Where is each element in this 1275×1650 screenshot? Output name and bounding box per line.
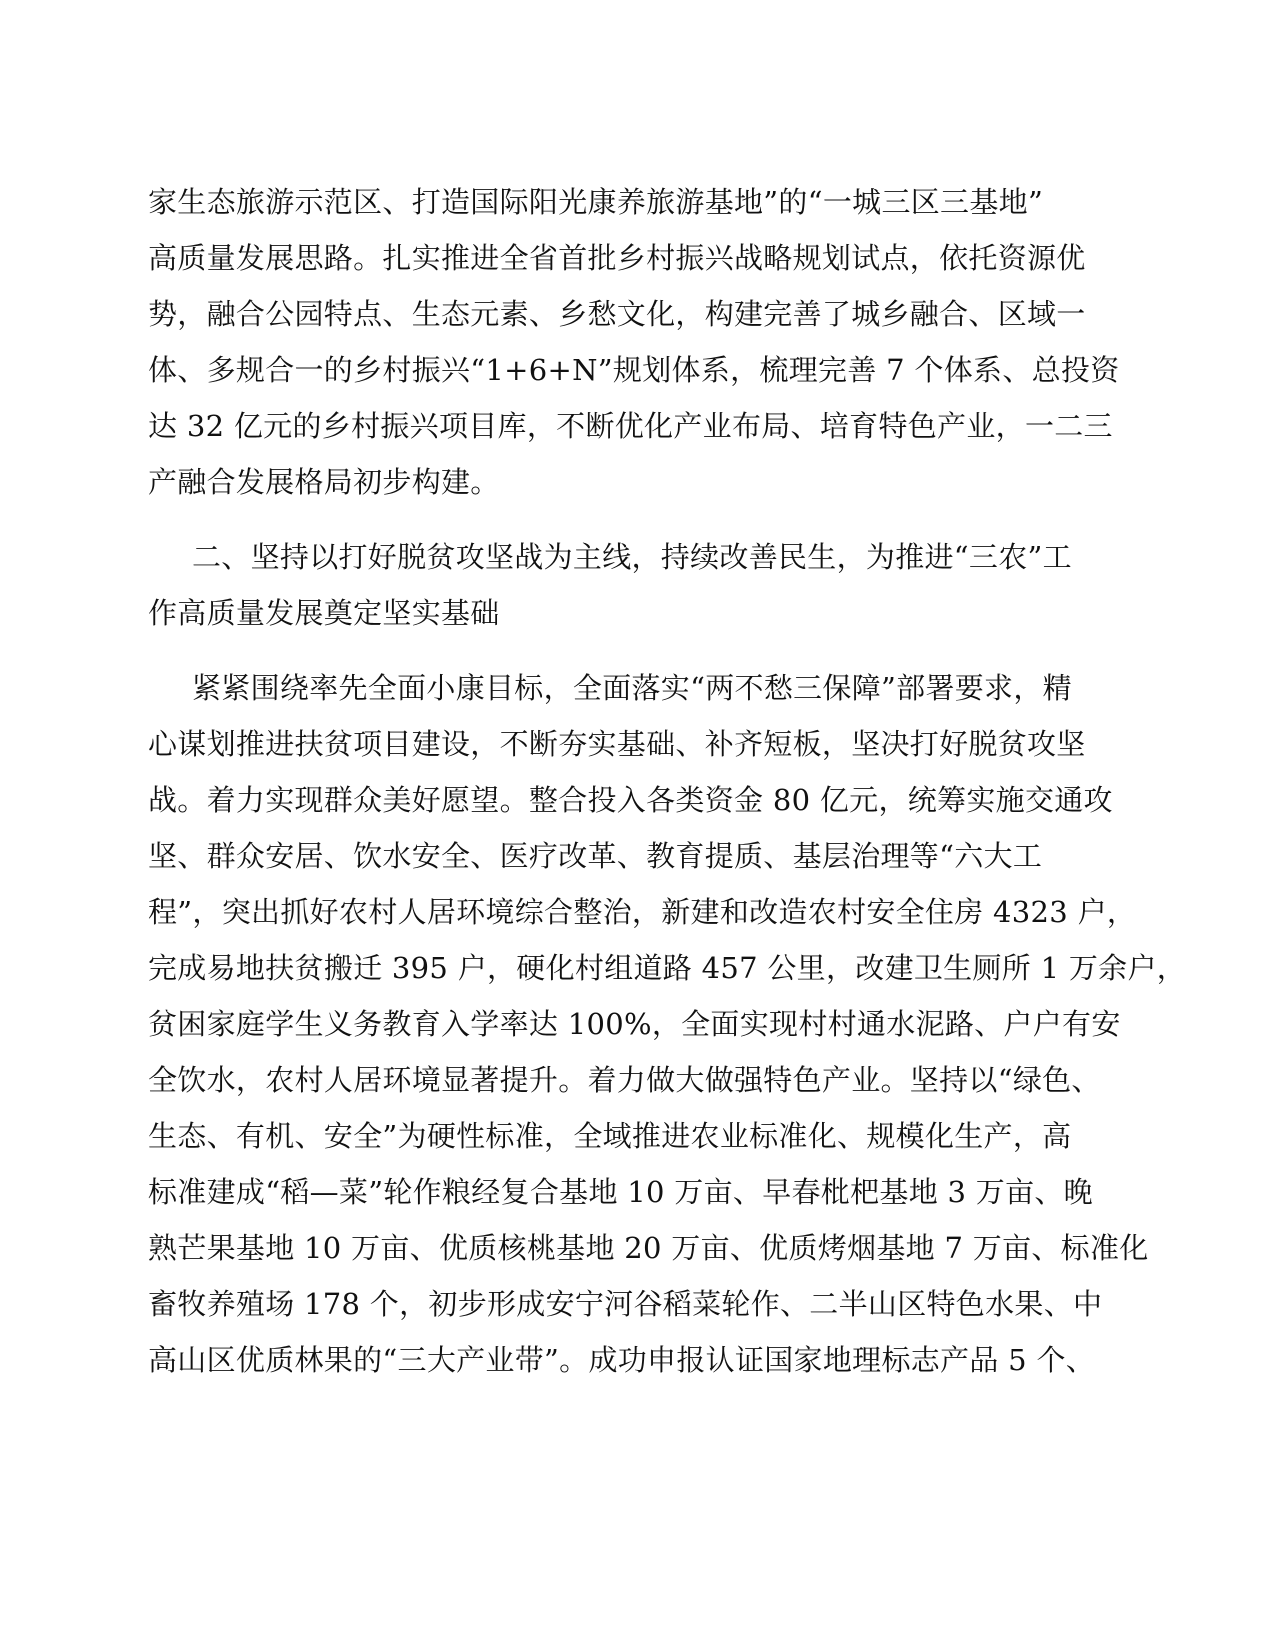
text-line: 全饮水，农村人居环境显著提升。着力做大做强特色产业。坚持以“绿色、 <box>148 1063 1101 1097</box>
text-line: 紧紧围绕率先全面小康目标，全面落实“两不愁三保障”部署要求，精 <box>192 671 1072 705</box>
text-line: 势，融合公园特点、生态元素、乡愁文化，构建完善了城乡融合、区域一 <box>148 297 1086 331</box>
text-line: 产融合发展格局初步构建。 <box>148 465 500 499</box>
text-line: 畜牧养殖场 178 个，初步形成安宁河谷稻菜轮作、二半山区特色水果、中 <box>148 1287 1103 1321</box>
text-line: 标准建成“稻—菜”轮作粮经复合基地 10 万亩、早春枇杷基地 3 万亩、晚 <box>148 1175 1093 1209</box>
text-line: 高山区优质林果的“三大产业带”。成功申报认证国家地理标志产品 5 个、 <box>148 1343 1096 1377</box>
text-line: 战。着力实现群众美好愿望。整合投入各类资金 80 亿元，统筹实施交通攻 <box>148 783 1113 817</box>
section-heading: 二、坚持以打好脱贫攻坚战为主线，持续改善民生，为推进“三农”工 <box>192 540 1072 574</box>
text-line: 贫困家庭学生义务教育入学率达 100%，全面实现村村通水泥路、户户有安 <box>148 1007 1121 1041</box>
text-line: 熟芒果基地 10 万亩、优质核桃基地 20 万亩、优质烤烟基地 7 万亩、标准化 <box>148 1231 1149 1265</box>
text-line: 程”，突出抓好农村人居环境综合整治，新建和改造农村安全住房 4323 户， <box>148 895 1137 929</box>
text-line: 体、多规合一的乡村振兴“1+6+N”规划体系，梳理完善 7 个体系、总投资 <box>148 353 1120 387</box>
text-line: 心谋划推进扶贫项目建设，不断夯实基础、补齐短板，坚决打好脱贫攻坚 <box>148 727 1086 761</box>
text-line: 生态、有机、安全”为硬性标准，全域推进农业标准化、规模化生产，高 <box>148 1119 1072 1153</box>
text-line: 完成易地扶贫搬迁 395 户，硬化村组道路 457 公里，改建卫生厕所 1 万余户， <box>148 951 1187 985</box>
text-line: 达 32 亿元的乡村振兴项目库，不断优化产业布局、培育特色产业，一二三 <box>148 409 1113 443</box>
text-line: 高质量发展思路。扎实推进全省首批乡村振兴战略规划试点，依托资源优 <box>148 241 1086 275</box>
text-line: 坚、群众安居、饮水安全、医疗改革、教育提质、基层治理等“六大工 <box>148 839 1043 873</box>
section-heading-cont: 作高质量发展奠定坚实基础 <box>148 596 500 630</box>
text-line: 家生态旅游示范区、打造国际阳光康养旅游基地”的“一城三区三基地” <box>148 185 1044 219</box>
